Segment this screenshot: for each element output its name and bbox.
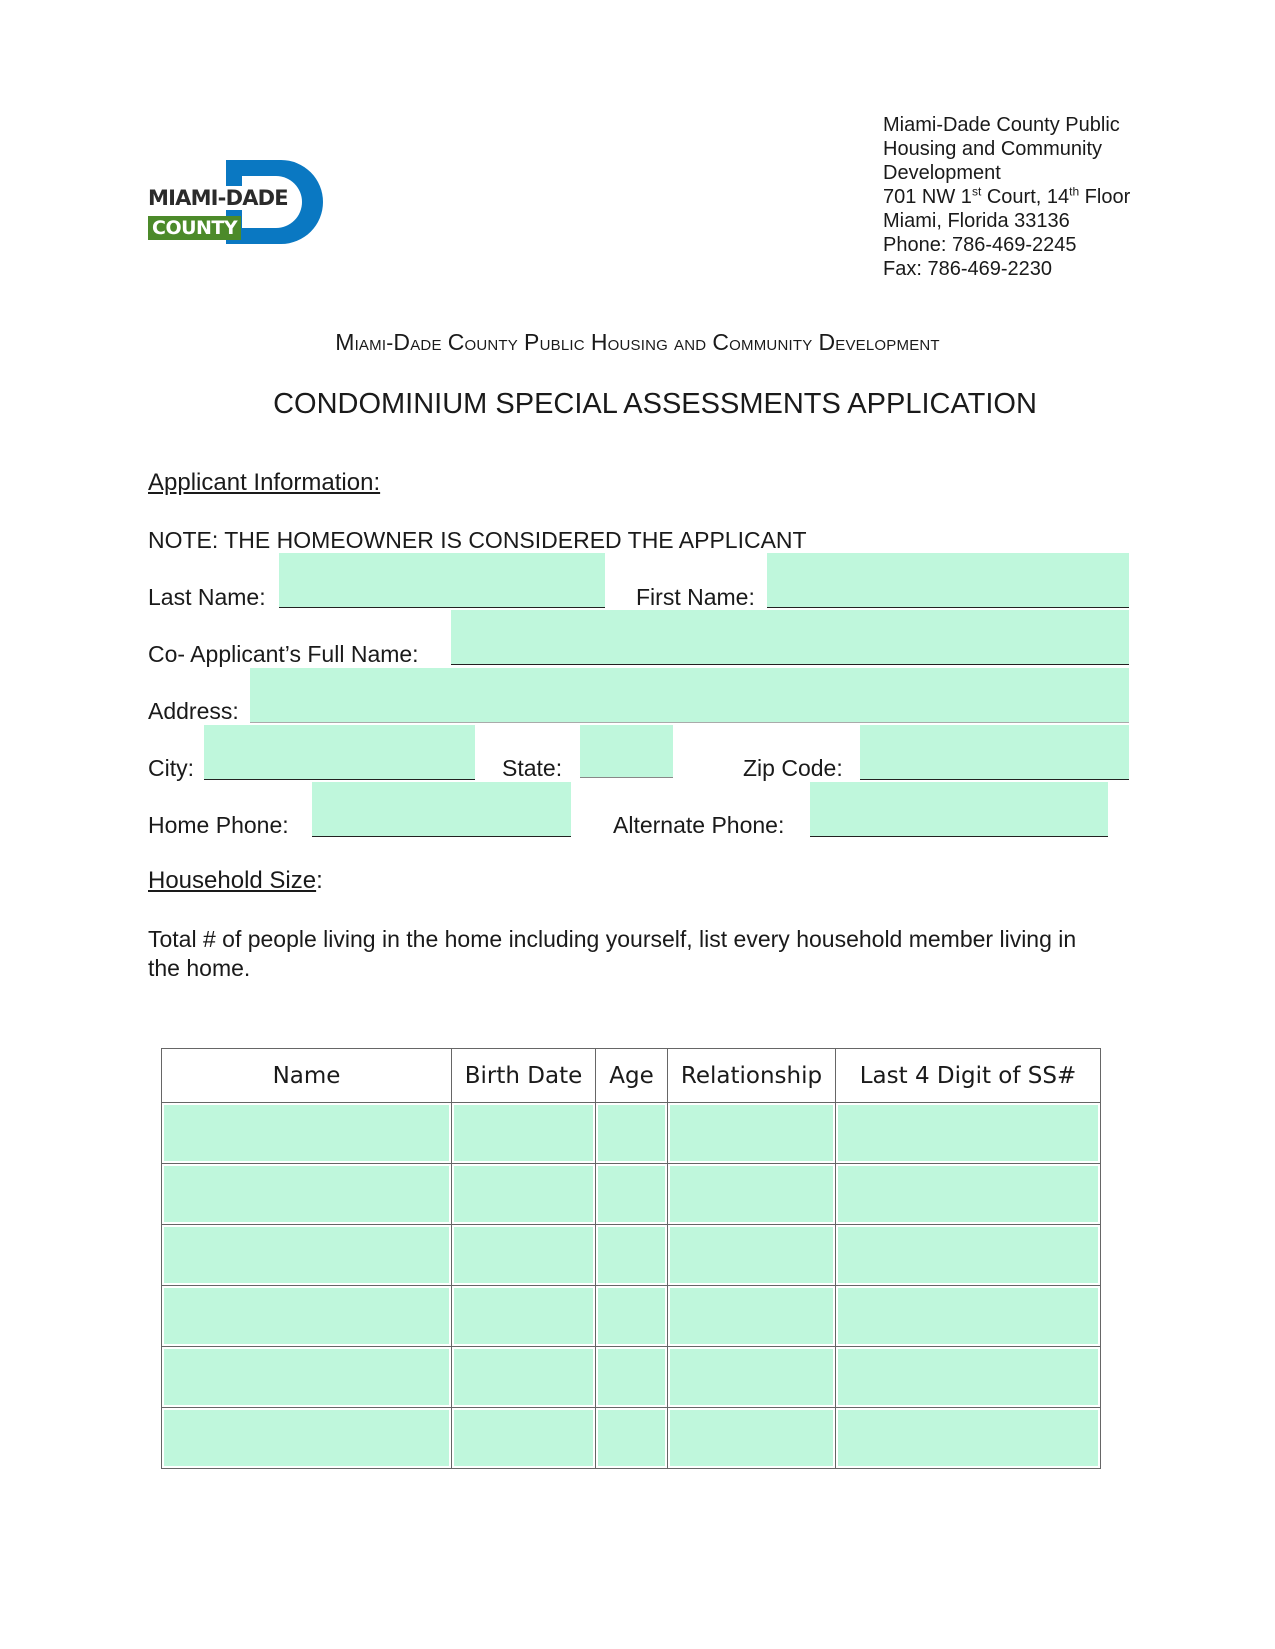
applicant-information-heading: Applicant Information: [148,469,381,496]
ss-last4-cell[interactable] [836,1347,1101,1408]
co-applicant-label: Co- Applicant’s Full Name: [148,641,419,667]
alternate-phone-underline [810,836,1108,837]
relationship-cell[interactable] [668,1286,836,1347]
alternate-phone-field[interactable] [810,782,1108,836]
zip-code-field[interactable] [860,725,1129,779]
column-header-name: Name [162,1049,452,1103]
home-phone-field[interactable] [312,782,571,836]
birth-date-cell[interactable] [452,1225,596,1286]
city-label: City: [148,755,194,781]
name-cell[interactable] [162,1164,452,1225]
name-cell[interactable] [162,1347,452,1408]
household-members-table [161,1048,1101,1469]
table-row [162,1347,1101,1408]
address-label: Address: [148,698,239,724]
relationship-cell[interactable] [668,1347,836,1408]
city-field[interactable] [204,725,475,779]
relationship-cell[interactable] [668,1164,836,1225]
last-name-label: Last Name: [148,584,266,610]
address-line: Miami-Dade County Public [883,114,1120,136]
age-cell[interactable] [596,1164,668,1225]
ss-last4-cell[interactable] [836,1408,1101,1469]
alternate-phone-label: Alternate Phone: [613,812,785,838]
age-cell[interactable] [596,1225,668,1286]
relationship-cell[interactable] [668,1225,836,1286]
home-phone-label: Home Phone: [148,812,289,838]
address-phone: Phone: 786-469-2245 [883,234,1077,256]
relationship-cell[interactable] [668,1103,836,1164]
organization-title: Miami-Dade County Public Housing and Community Development [335,329,940,355]
age-cell[interactable] [596,1286,668,1347]
city-underline [204,779,475,780]
state-field[interactable] [580,725,673,777]
address-fax: Fax: 786-469-2230 [883,258,1053,280]
co-applicant-field[interactable] [451,610,1129,664]
column-header-age: Age [596,1049,668,1103]
address-line: Housing and Community [883,138,1102,160]
name-cell[interactable] [162,1408,452,1469]
first-name-label: First Name: [636,584,755,610]
age-cell[interactable] [596,1408,668,1469]
relationship-cell[interactable] [668,1408,836,1469]
address-field[interactable] [250,668,1129,722]
address-line: Development [883,162,1001,184]
first-name-field[interactable] [767,553,1129,607]
agency-address-block [883,113,1130,281]
name-cell[interactable] [162,1103,452,1164]
table-row [162,1408,1101,1469]
last-name-underline [279,607,605,608]
last-name-field[interactable] [279,553,605,607]
logo-text-miami-dade: MIAMI-DADE [148,186,291,210]
first-name-underline [767,607,1129,608]
home-phone-underline [312,836,571,837]
column-header-ss-last4: Last 4 Digit of SS# [836,1049,1101,1103]
state-underline [580,777,673,778]
address-line-street: 701 NW 1st Court, 14th Floor [883,184,1131,208]
name-cell[interactable] [162,1225,452,1286]
state-label: State: [502,755,563,781]
name-cell[interactable] [162,1286,452,1347]
household-size-heading-wrap: Household Size: [148,867,323,894]
zip-code-underline [860,779,1129,780]
logo-text-county: COUNTY [148,216,241,240]
table-row [162,1225,1101,1286]
address-underline [250,722,1129,723]
age-cell[interactable] [596,1347,668,1408]
age-cell[interactable] [596,1103,668,1164]
ss-last4-cell[interactable] [836,1164,1101,1225]
birth-date-cell[interactable] [452,1164,596,1225]
birth-date-cell[interactable] [452,1103,596,1164]
ss-last4-cell[interactable] [836,1225,1101,1286]
homeowner-note: NOTE: THE HOMEOWNER IS CONSIDERED THE APPLICANT [148,527,807,553]
form-title: CONDOMINIUM SPECIAL ASSESSMENTS APPLICATION [273,388,1037,420]
birth-date-cell[interactable] [452,1286,596,1347]
household-instructions: Total # of people living in the home including yourself, list every household member living in the home. [148,926,1077,981]
column-header-birth-date: Birth Date [452,1049,596,1103]
ss-last4-cell[interactable] [836,1103,1101,1164]
birth-date-cell[interactable] [452,1347,596,1408]
table-row [162,1286,1101,1347]
co-applicant-underline [451,664,1129,665]
zip-code-label: Zip Code: [743,755,843,781]
address-line: Miami, Florida 33136 [883,210,1070,232]
birth-date-cell[interactable] [452,1408,596,1469]
column-header-relationship: Relationship [668,1049,836,1103]
table-header-row [162,1049,1101,1103]
table-row [162,1164,1101,1225]
table-row [162,1103,1101,1164]
household-size-heading: Household Size [148,867,317,894]
miami-dade-county-logo [148,160,323,244]
ss-last4-cell[interactable] [836,1286,1101,1347]
